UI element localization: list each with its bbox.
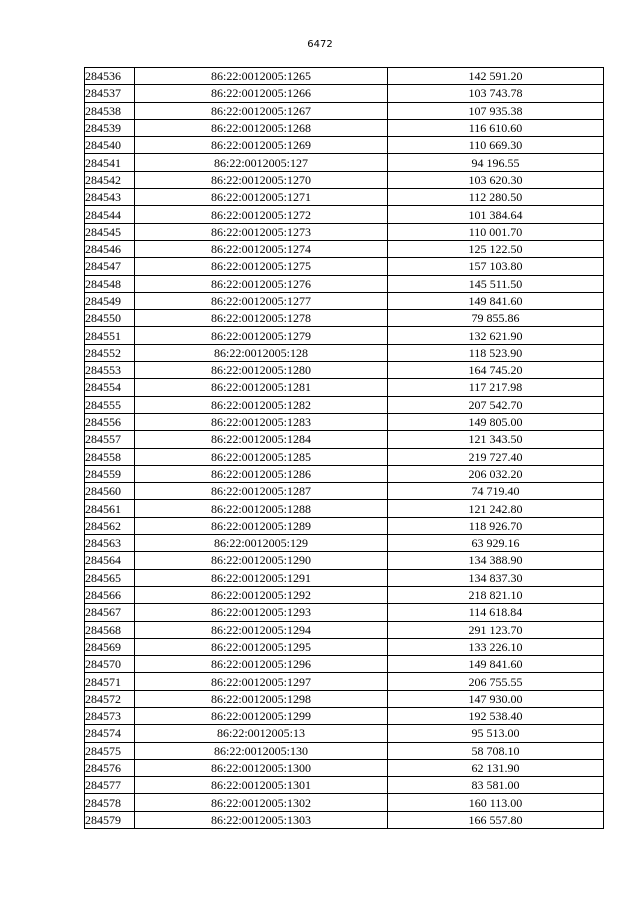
row-number-cell: 284557	[85, 431, 135, 448]
cadastral-number-cell: 86:22:0012005:1302	[135, 794, 388, 811]
row-number-cell: 284539	[85, 119, 135, 136]
cadastral-value-cell: 62 131.90	[388, 759, 604, 776]
table-row	[85, 552, 604, 569]
row-number-cell: 284541	[85, 154, 135, 171]
table-row	[85, 258, 604, 275]
table-row	[85, 569, 604, 586]
table-row	[85, 362, 604, 379]
row-number-cell: 284571	[85, 673, 135, 690]
cadastral-number-cell: 86:22:0012005:129	[135, 535, 388, 552]
row-number-cell: 284564	[85, 552, 135, 569]
cadastral-number-cell: 86:22:0012005:1288	[135, 500, 388, 517]
cadastral-value-cell: 142 591.20	[388, 68, 604, 85]
cadastral-value-table	[84, 67, 604, 829]
cadastral-value-cell: 291 123.70	[388, 621, 604, 638]
cadastral-value-cell: 110 669.30	[388, 137, 604, 154]
cadastral-value-cell: 107 935.38	[388, 102, 604, 119]
cadastral-value-cell: 132 621.90	[388, 327, 604, 344]
table-row	[85, 500, 604, 517]
cadastral-number-cell: 86:22:0012005:1276	[135, 275, 388, 292]
row-number-cell: 284570	[85, 656, 135, 673]
table-row	[85, 794, 604, 811]
row-number-cell: 284568	[85, 621, 135, 638]
row-number-cell: 284575	[85, 742, 135, 759]
cadastral-number-cell: 86:22:0012005:1277	[135, 292, 388, 309]
cadastral-value-cell: 219 727.40	[388, 448, 604, 465]
row-number-cell: 284542	[85, 171, 135, 188]
cadastral-value-cell: 164 745.20	[388, 362, 604, 379]
cadastral-number-cell: 86:22:0012005:1272	[135, 206, 388, 223]
cadastral-number-cell: 86:22:0012005:1278	[135, 310, 388, 327]
table-row	[85, 759, 604, 776]
cadastral-number-cell: 86:22:0012005:1303	[135, 811, 388, 828]
cadastral-value-cell: 218 821.10	[388, 586, 604, 603]
cadastral-number-cell: 86:22:0012005:128	[135, 344, 388, 361]
row-number-cell: 284554	[85, 379, 135, 396]
cadastral-number-cell: 86:22:0012005:1275	[135, 258, 388, 275]
cadastral-value-cell: 121 343.50	[388, 431, 604, 448]
table-row	[85, 638, 604, 655]
table-row	[85, 68, 604, 85]
cadastral-number-cell: 86:22:0012005:1297	[135, 673, 388, 690]
cadastral-value-cell: 83 581.00	[388, 777, 604, 794]
row-number-cell: 284544	[85, 206, 135, 223]
row-number-cell: 284540	[85, 137, 135, 154]
row-number-cell: 284561	[85, 500, 135, 517]
row-number-cell: 284579	[85, 811, 135, 828]
row-number-cell: 284569	[85, 638, 135, 655]
cadastral-value-cell: 103 743.78	[388, 85, 604, 102]
row-number-cell: 284543	[85, 189, 135, 206]
row-number-cell: 284555	[85, 396, 135, 413]
table-row	[85, 171, 604, 188]
row-number-cell: 284563	[85, 535, 135, 552]
table-row	[85, 535, 604, 552]
table-row	[85, 604, 604, 621]
row-number-cell: 284573	[85, 707, 135, 724]
row-number-cell: 284576	[85, 759, 135, 776]
cadastral-value-cell: 149 841.60	[388, 292, 604, 309]
table-row	[85, 240, 604, 257]
table-row	[85, 673, 604, 690]
cadastral-number-cell: 86:22:0012005:1268	[135, 119, 388, 136]
cadastral-number-cell: 86:22:0012005:1292	[135, 586, 388, 603]
row-number-cell: 284567	[85, 604, 135, 621]
cadastral-number-cell: 86:22:0012005:1273	[135, 223, 388, 240]
cadastral-value-cell: 206 755.55	[388, 673, 604, 690]
row-number-cell: 284547	[85, 258, 135, 275]
table-body	[85, 68, 604, 829]
row-number-cell: 284551	[85, 327, 135, 344]
page-number: 6472	[307, 39, 333, 50]
row-number-cell: 284558	[85, 448, 135, 465]
row-number-cell: 284574	[85, 725, 135, 742]
cadastral-value-cell: 192 538.40	[388, 707, 604, 724]
row-number-cell: 284545	[85, 223, 135, 240]
table-row	[85, 725, 604, 742]
cadastral-number-cell: 86:22:0012005:1279	[135, 327, 388, 344]
cadastral-number-cell: 86:22:0012005:1282	[135, 396, 388, 413]
table-row	[85, 154, 604, 171]
cadastral-number-cell: 86:22:0012005:130	[135, 742, 388, 759]
table-row	[85, 119, 604, 136]
cadastral-value-cell: 134 837.30	[388, 569, 604, 586]
cadastral-number-cell: 86:22:0012005:1283	[135, 413, 388, 430]
row-number-cell: 284538	[85, 102, 135, 119]
cadastral-value-cell: 149 805.00	[388, 413, 604, 430]
table-row	[85, 465, 604, 482]
cadastral-number-cell: 86:22:0012005:1294	[135, 621, 388, 638]
cadastral-number-cell: 86:22:0012005:1300	[135, 759, 388, 776]
table-row	[85, 621, 604, 638]
table-row	[85, 483, 604, 500]
cadastral-value-cell: 147 930.00	[388, 690, 604, 707]
cadastral-value-cell: 134 388.90	[388, 552, 604, 569]
cadastral-number-cell: 86:22:0012005:1269	[135, 137, 388, 154]
row-number-cell: 284572	[85, 690, 135, 707]
cadastral-number-cell: 86:22:0012005:1293	[135, 604, 388, 621]
cadastral-number-cell: 86:22:0012005:1281	[135, 379, 388, 396]
table-row	[85, 223, 604, 240]
cadastral-value-cell: 112 280.50	[388, 189, 604, 206]
table-row	[85, 413, 604, 430]
cadastral-value-cell: 125 122.50	[388, 240, 604, 257]
table-row	[85, 137, 604, 154]
cadastral-value-cell: 94 196.55	[388, 154, 604, 171]
table-row	[85, 517, 604, 534]
cadastral-value-cell: 74 719.40	[388, 483, 604, 500]
table-row	[85, 327, 604, 344]
cadastral-number-cell: 86:22:0012005:1271	[135, 189, 388, 206]
table-row	[85, 586, 604, 603]
cadastral-number-cell: 86:22:0012005:1299	[135, 707, 388, 724]
cadastral-number-cell: 86:22:0012005:1301	[135, 777, 388, 794]
cadastral-number-cell: 86:22:0012005:1287	[135, 483, 388, 500]
row-number-cell: 284578	[85, 794, 135, 811]
row-number-cell: 284550	[85, 310, 135, 327]
cadastral-value-cell: 101 384.64	[388, 206, 604, 223]
cadastral-number-cell: 86:22:0012005:1284	[135, 431, 388, 448]
cadastral-number-cell: 86:22:0012005:1291	[135, 569, 388, 586]
row-number-cell: 284548	[85, 275, 135, 292]
cadastral-value-cell: 95 513.00	[388, 725, 604, 742]
cadastral-number-cell: 86:22:0012005:1265	[135, 68, 388, 85]
row-number-cell: 284552	[85, 344, 135, 361]
cadastral-value-cell: 79 855.86	[388, 310, 604, 327]
row-number-cell: 284556	[85, 413, 135, 430]
table-row	[85, 379, 604, 396]
table-row	[85, 431, 604, 448]
table-row	[85, 292, 604, 309]
row-number-cell: 284546	[85, 240, 135, 257]
cadastral-number-cell: 86:22:0012005:127	[135, 154, 388, 171]
table-row	[85, 344, 604, 361]
cadastral-number-cell: 86:22:0012005:13	[135, 725, 388, 742]
cadastral-value-cell: 157 103.80	[388, 258, 604, 275]
cadastral-number-cell: 86:22:0012005:1274	[135, 240, 388, 257]
row-number-cell: 284536	[85, 68, 135, 85]
cadastral-number-cell: 86:22:0012005:1296	[135, 656, 388, 673]
cadastral-number-cell: 86:22:0012005:1289	[135, 517, 388, 534]
cadastral-value-cell: 166 557.80	[388, 811, 604, 828]
row-number-cell: 284549	[85, 292, 135, 309]
table-row	[85, 742, 604, 759]
table-row	[85, 811, 604, 828]
cadastral-number-cell: 86:22:0012005:1295	[135, 638, 388, 655]
table-row	[85, 448, 604, 465]
table-row	[85, 707, 604, 724]
cadastral-value-cell: 116 610.60	[388, 119, 604, 136]
cadastral-value-cell: 149 841.60	[388, 656, 604, 673]
table-row	[85, 206, 604, 223]
row-number-cell: 284577	[85, 777, 135, 794]
cadastral-value-cell: 117 217.98	[388, 379, 604, 396]
row-number-cell: 284566	[85, 586, 135, 603]
table-row	[85, 396, 604, 413]
cadastral-value-cell: 133 226.10	[388, 638, 604, 655]
table-row	[85, 189, 604, 206]
row-number-cell: 284559	[85, 465, 135, 482]
row-number-cell: 284565	[85, 569, 135, 586]
cadastral-number-cell: 86:22:0012005:1285	[135, 448, 388, 465]
cadastral-value-cell: 110 001.70	[388, 223, 604, 240]
cadastral-value-cell: 207 542.70	[388, 396, 604, 413]
cadastral-value-cell: 118 523.90	[388, 344, 604, 361]
row-number-cell: 284553	[85, 362, 135, 379]
table-row	[85, 690, 604, 707]
cadastral-number-cell: 86:22:0012005:1267	[135, 102, 388, 119]
table-row	[85, 777, 604, 794]
table-row	[85, 102, 604, 119]
table-row	[85, 310, 604, 327]
table-row	[85, 85, 604, 102]
cadastral-value-cell: 103 620.30	[388, 171, 604, 188]
cadastral-value-cell: 114 618.84	[388, 604, 604, 621]
row-number-cell: 284537	[85, 85, 135, 102]
cadastral-value-cell: 118 926.70	[388, 517, 604, 534]
row-number-cell: 284562	[85, 517, 135, 534]
cadastral-number-cell: 86:22:0012005:1280	[135, 362, 388, 379]
table-row	[85, 656, 604, 673]
cadastral-value-cell: 121 242.80	[388, 500, 604, 517]
cadastral-value-cell: 58 708.10	[388, 742, 604, 759]
cadastral-value-cell: 160 113.00	[388, 794, 604, 811]
table-row	[85, 275, 604, 292]
cadastral-value-cell: 145 511.50	[388, 275, 604, 292]
cadastral-number-cell: 86:22:0012005:1270	[135, 171, 388, 188]
cadastral-value-cell: 63 929.16	[388, 535, 604, 552]
cadastral-number-cell: 86:22:0012005:1266	[135, 85, 388, 102]
cadastral-number-cell: 86:22:0012005:1298	[135, 690, 388, 707]
cadastral-value-cell: 206 032.20	[388, 465, 604, 482]
cadastral-number-cell: 86:22:0012005:1290	[135, 552, 388, 569]
row-number-cell: 284560	[85, 483, 135, 500]
cadastral-number-cell: 86:22:0012005:1286	[135, 465, 388, 482]
